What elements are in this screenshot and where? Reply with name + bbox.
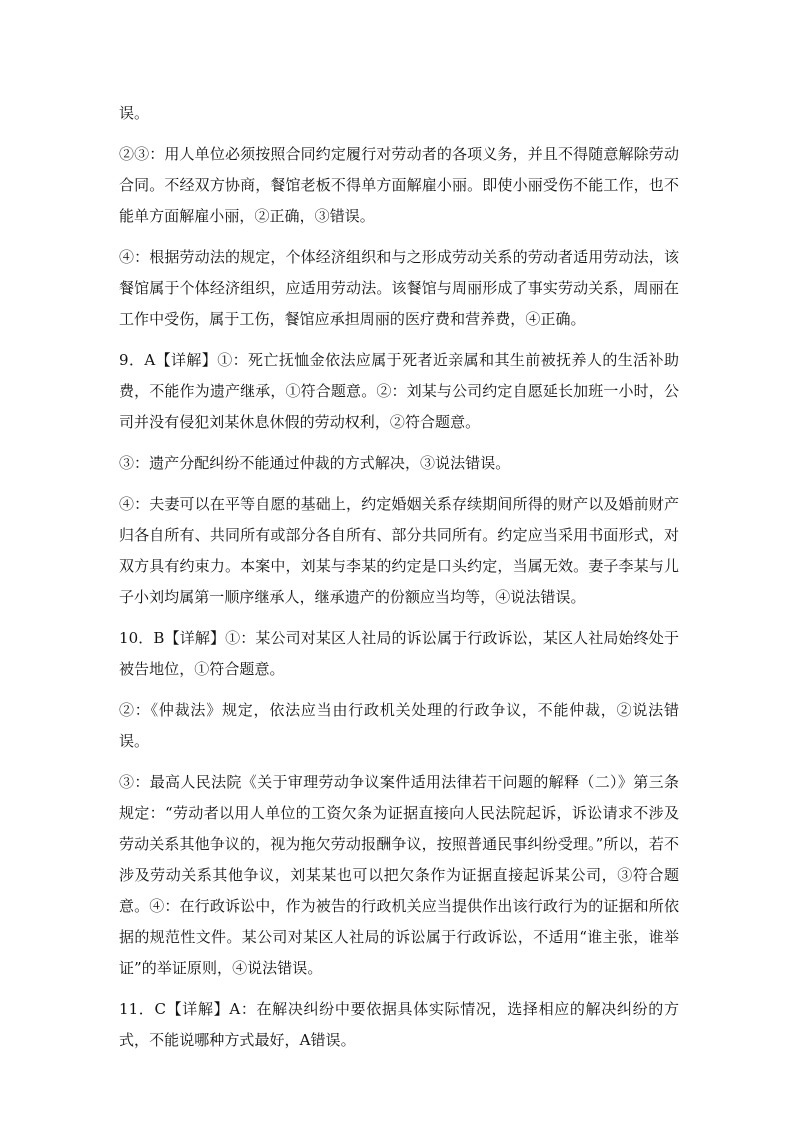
paragraph-question-10-option-3-4: ③：最高人民法院《关于审理劳动争议案件适用法律若干问题的解释（二）》第三条规定：“劳动者以用人单位的工资欠条为证据直接向人民法院起诉，诉讼请求不涉及劳动关系其他争议的，视为拖欠劳动报酬争议，按照普通民事纠纷受理。”所以，若不涉及劳动关系其他争议，刘某某也可以把欠条作为证据直接起诉某公司，③符合题意。④：在行政诉讼中，作为被告的行政机关应当提供作出该行政行为的证据和所依据的规范性文件。某公司对某区人社局的诉讼属于行政诉讼，不适用“谁主张，谁举证”的举证原则，④说法错误。	[119, 773, 679, 977]
paragraph-answer-continuation: 误。	[119, 104, 150, 122]
document-body	[119, 98, 679, 1066]
paragraph-question-9-answer: 9．A【详解】①：死亡抚恤金依法应属于死者近亲属和其生前被抚养人的生活补助费，不能作为遗产继承，①符合题意。②：刘某与公司约定自愿延长加班一小时，公司并没有侵犯刘某休息休假的劳动权利，②符合题意。	[119, 351, 679, 431]
paragraph-option-4-explanation: ④：根据劳动法的规定，个体经济组织和与之形成劳动关系的劳动者适用劳动法，该餐馆属于个体经济组织，应适用劳动法。该餐馆与周丽形成了事实劳动关系，周丽在工作中受伤，属于工伤，餐馆应承担周丽的医疗费和营养费，④正确。	[119, 248, 679, 328]
paragraph-option-2-3-explanation: ②③：用人单位必须按照合同约定履行对劳动者的各项义务，并且不得随意解除劳动合同。不经双方协商，餐馆老板不得单方面解雇小丽。即使小丽受伤不能工作，也不能单方面解雇小丽，②正确，③错误。	[119, 145, 679, 225]
paragraph-question-9-option-4: ④：夫妻可以在平等自愿的基础上，约定婚姻关系存续期间所得的财产以及婚前财产归各自所有、共同所有或部分各自所有、部分共同所有。约定应当采用书面形式，对双方具有约束力。本案中，刘某与李某的约定是口头约定，当属无效。妻子李某与儿子小刘均属第一顺序继承人，继承遗产的份额应当均等，④说法错误。	[119, 495, 679, 606]
paragraph-question-11-answer: 11．C【详解】A：在解决纠纷中要依据具体实际情况，选择相应的解决纠纷的方式，不能说哪种方式最好，A错误。	[119, 1000, 679, 1049]
paragraph-question-9-option-3: ③：遗产分配纠纷不能通过仲裁的方式解决，③说法错误。	[119, 454, 511, 472]
paragraph-question-10-option-2: ②：《仲裁法》规定，依法应当由行政机关处理的行政争议，不能仲裁，②说法错误。	[119, 701, 679, 750]
paragraph-question-10-answer: 10．B【详解】①：某公司对某区人社局的诉讼属于行政诉讼，某区人社局始终处于被告地位，①符合题意。	[119, 629, 679, 678]
